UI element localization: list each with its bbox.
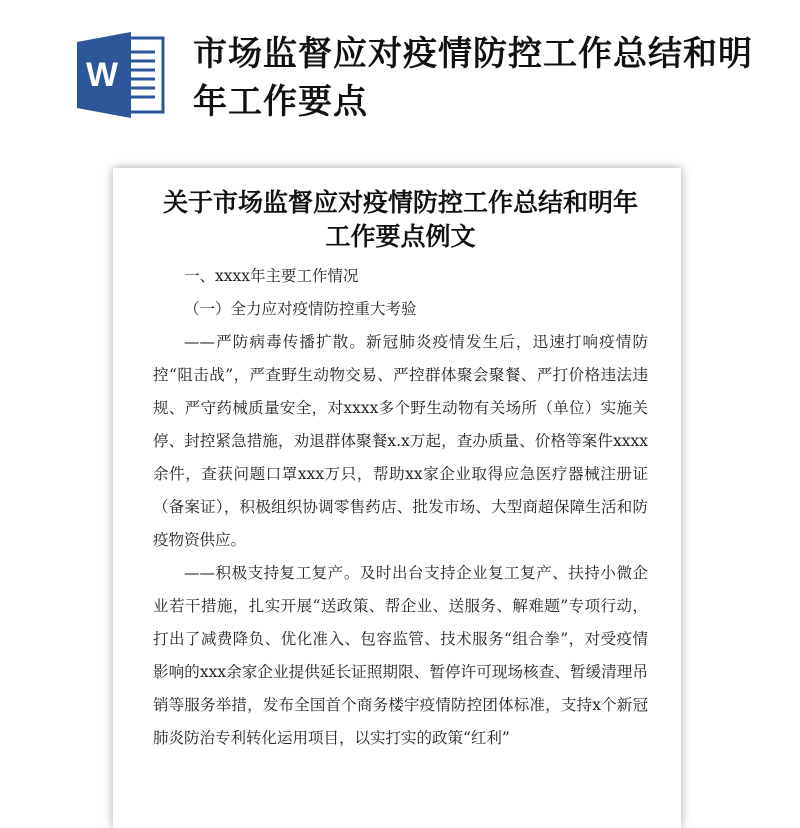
- document-preview: [113, 168, 681, 828]
- word-icon-letter: W: [85, 56, 119, 94]
- paragraph-body: ——积极支持复工复产。及时出台支持企业复工复产、扶持小微企业若干措施，扎实开展“送政策、帮企业、送服务、解难题”专项行动，打出了减费降负、优化准入、包容监管、技术服务“组合拳”，对受疫情影响的xxx余家企业提供延长证照期限、暂停许可现场核查、暂缓清理吊销等服务举措，发布全国首个商务楼宇疫情防控团体标准，支持x个新冠肺炎防治专利转化运用项目，以实打实的政策“红利”: [153, 564, 648, 747]
- page-title: 市场监督应对疫情防控工作总结和明年工作要点: [193, 34, 753, 122]
- header: [0, 0, 800, 150]
- paragraph-body: ——严防病毒传播扩散。新冠肺炎疫情发生后，迅速打响疫情防控“阻击战”，严查野生动物交易、严控群体聚会聚餐、严打价格违法违规、严守药械质量安全，对xxxx多个野生动物有关场所（单位）实施关停、封控紧急措施，劝退群体聚餐x.x万起，查办质量、价格等案件xxxx余件，查获问题口罩xxx万只，帮助xx家企业取得应急医疗器械注册证（备案证），积极组织协调零售药店、批发市场、大型商超保障生活和防疫物资供应。: [153, 333, 648, 549]
- word-document-icon: [75, 32, 167, 118]
- paragraph-subsection-heading: （一）全力应对疫情防控重大考验: [184, 300, 417, 318]
- document-body: [153, 260, 648, 755]
- paragraph-section-heading: 一、xxxx年主要工作情况: [184, 267, 359, 285]
- document-title: 关于市场监督应对疫情防控工作总结和明年工作要点例文: [162, 188, 638, 251]
